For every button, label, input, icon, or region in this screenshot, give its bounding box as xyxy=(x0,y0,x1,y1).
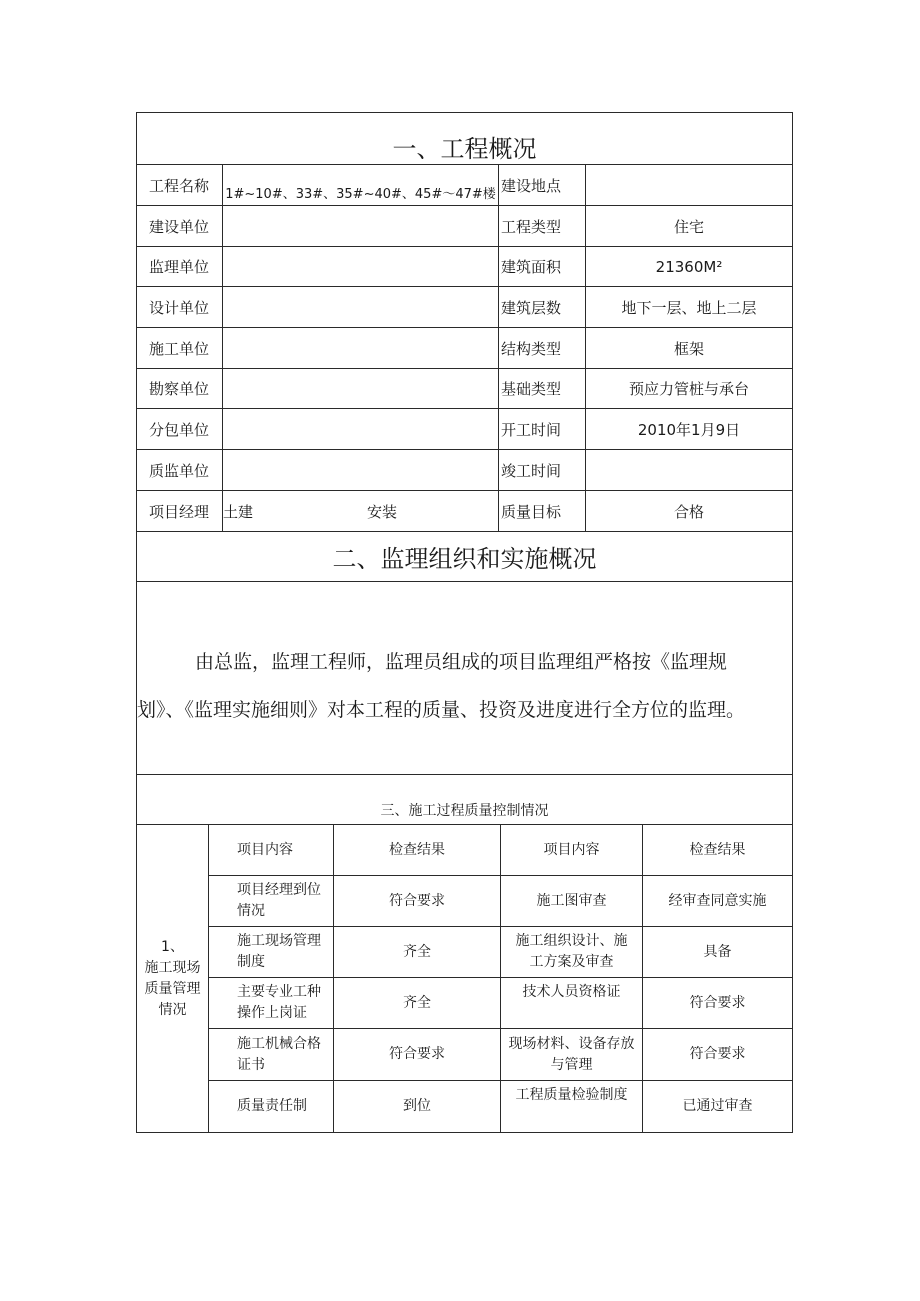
subcontractor-label: 分包单位 xyxy=(137,409,223,450)
check-result: 符合要求 xyxy=(334,876,501,927)
supervisor-label: 监理单位 xyxy=(137,247,223,287)
survey-value xyxy=(223,369,499,409)
project-manager-value xyxy=(223,491,499,532)
project-name-value: 1#~10#、33#、35#~40#、45#～47#楼 xyxy=(223,165,499,206)
check-item: 质量责任制 xyxy=(209,1081,334,1133)
quality-control-table xyxy=(136,774,793,1133)
foundation-type-value: 预应力管桩与承台 xyxy=(586,369,793,409)
supervisor-value xyxy=(223,247,499,287)
contractor-value xyxy=(223,328,499,369)
check-item: 主要专业工种操作上岗证 xyxy=(209,978,334,1029)
section-3-title: 三、施工过程质量控制情况 xyxy=(137,775,793,825)
project-name-label: 工程名称 xyxy=(137,165,223,206)
designer-label: 设计单位 xyxy=(137,287,223,328)
client-label: 建设单位 xyxy=(137,206,223,247)
check-item: 施工现场管理制度 xyxy=(209,927,334,978)
site-label: 建设地点 xyxy=(499,165,586,206)
check-result: 具备 xyxy=(643,927,793,978)
floors-label: 建筑层数 xyxy=(499,287,586,328)
subcontractor-value xyxy=(223,409,499,450)
header-item-1: 项目内容 xyxy=(209,825,334,876)
section-2-title: 二、监理组织和实施概况 xyxy=(137,532,793,582)
completion-date-label: 竣工时间 xyxy=(499,450,586,491)
project-type-value: 住宅 xyxy=(586,206,793,247)
start-date-label: 开工时间 xyxy=(499,409,586,450)
quality-target-value: 合格 xyxy=(586,491,793,532)
structure-type-label: 结构类型 xyxy=(499,328,586,369)
foundation-type-label: 基础类型 xyxy=(499,369,586,409)
check-result: 符合要求 xyxy=(334,1029,501,1081)
check-item: 施工图审查 xyxy=(501,876,643,927)
section-1-title: 一、工程概况 xyxy=(137,113,793,165)
start-date-value: 2010年1月9日 xyxy=(586,409,793,450)
check-result: 齐全 xyxy=(334,978,501,1029)
section-2-body xyxy=(137,582,793,775)
check-item: 工程质量检验制度 xyxy=(501,1081,643,1133)
survey-label: 勘察单位 xyxy=(137,369,223,409)
check-result: 经审查同意实施 xyxy=(643,876,793,927)
check-result: 已通过审查 xyxy=(643,1081,793,1133)
report-sheet xyxy=(136,112,792,1133)
header-result-2: 检查结果 xyxy=(643,825,793,876)
check-item: 施工机械合格证书 xyxy=(209,1029,334,1081)
civil-label: 土建 xyxy=(223,502,254,521)
group-label: 施工现场质量管理情况 xyxy=(144,959,201,1018)
section-2-line-2: 划》、《监理实施细则》对本工程的质量、投资及进度进行全方位的监理。 xyxy=(137,699,746,721)
install-label: 安装 xyxy=(367,502,398,521)
check-item: 现场材料、设备存放与管理 xyxy=(501,1029,643,1081)
header-result-1: 检查结果 xyxy=(334,825,501,876)
site-value xyxy=(586,165,793,206)
client-value xyxy=(223,206,499,247)
quality-target-label: 质量目标 xyxy=(499,491,586,532)
check-result: 齐全 xyxy=(334,927,501,978)
check-result: 符合要求 xyxy=(643,1029,793,1081)
floor-area-value: 21360M² xyxy=(586,247,793,287)
section-2-line-1: 由总监，监理工程师，监理员组成的项目监理组严格按《监理规 xyxy=(195,651,728,673)
floors-value: 地下一层、地上二层 xyxy=(586,287,793,328)
check-result: 到位 xyxy=(334,1081,501,1133)
quality-supervision-label: 质监单位 xyxy=(137,450,223,491)
project-manager-label: 项目经理 xyxy=(137,491,223,532)
check-item: 施工组织设计、施工方案及审查 xyxy=(501,927,643,978)
quality-supervision-value xyxy=(223,450,499,491)
project-overview-table xyxy=(136,112,793,775)
check-item: 技术人员资格证 xyxy=(501,978,643,1029)
check-item: 项目经理到位情况 xyxy=(209,876,334,927)
site-quality-group xyxy=(137,825,209,1133)
designer-value xyxy=(223,287,499,328)
group-number: 1、 xyxy=(161,938,184,955)
header-item-2: 项目内容 xyxy=(501,825,643,876)
contractor-label: 施工单位 xyxy=(137,328,223,369)
completion-date-value xyxy=(586,450,793,491)
floor-area-label: 建筑面积 xyxy=(499,247,586,287)
check-result: 符合要求 xyxy=(643,978,793,1029)
project-type-label: 工程类型 xyxy=(499,206,586,247)
structure-type-value: 框架 xyxy=(586,328,793,369)
